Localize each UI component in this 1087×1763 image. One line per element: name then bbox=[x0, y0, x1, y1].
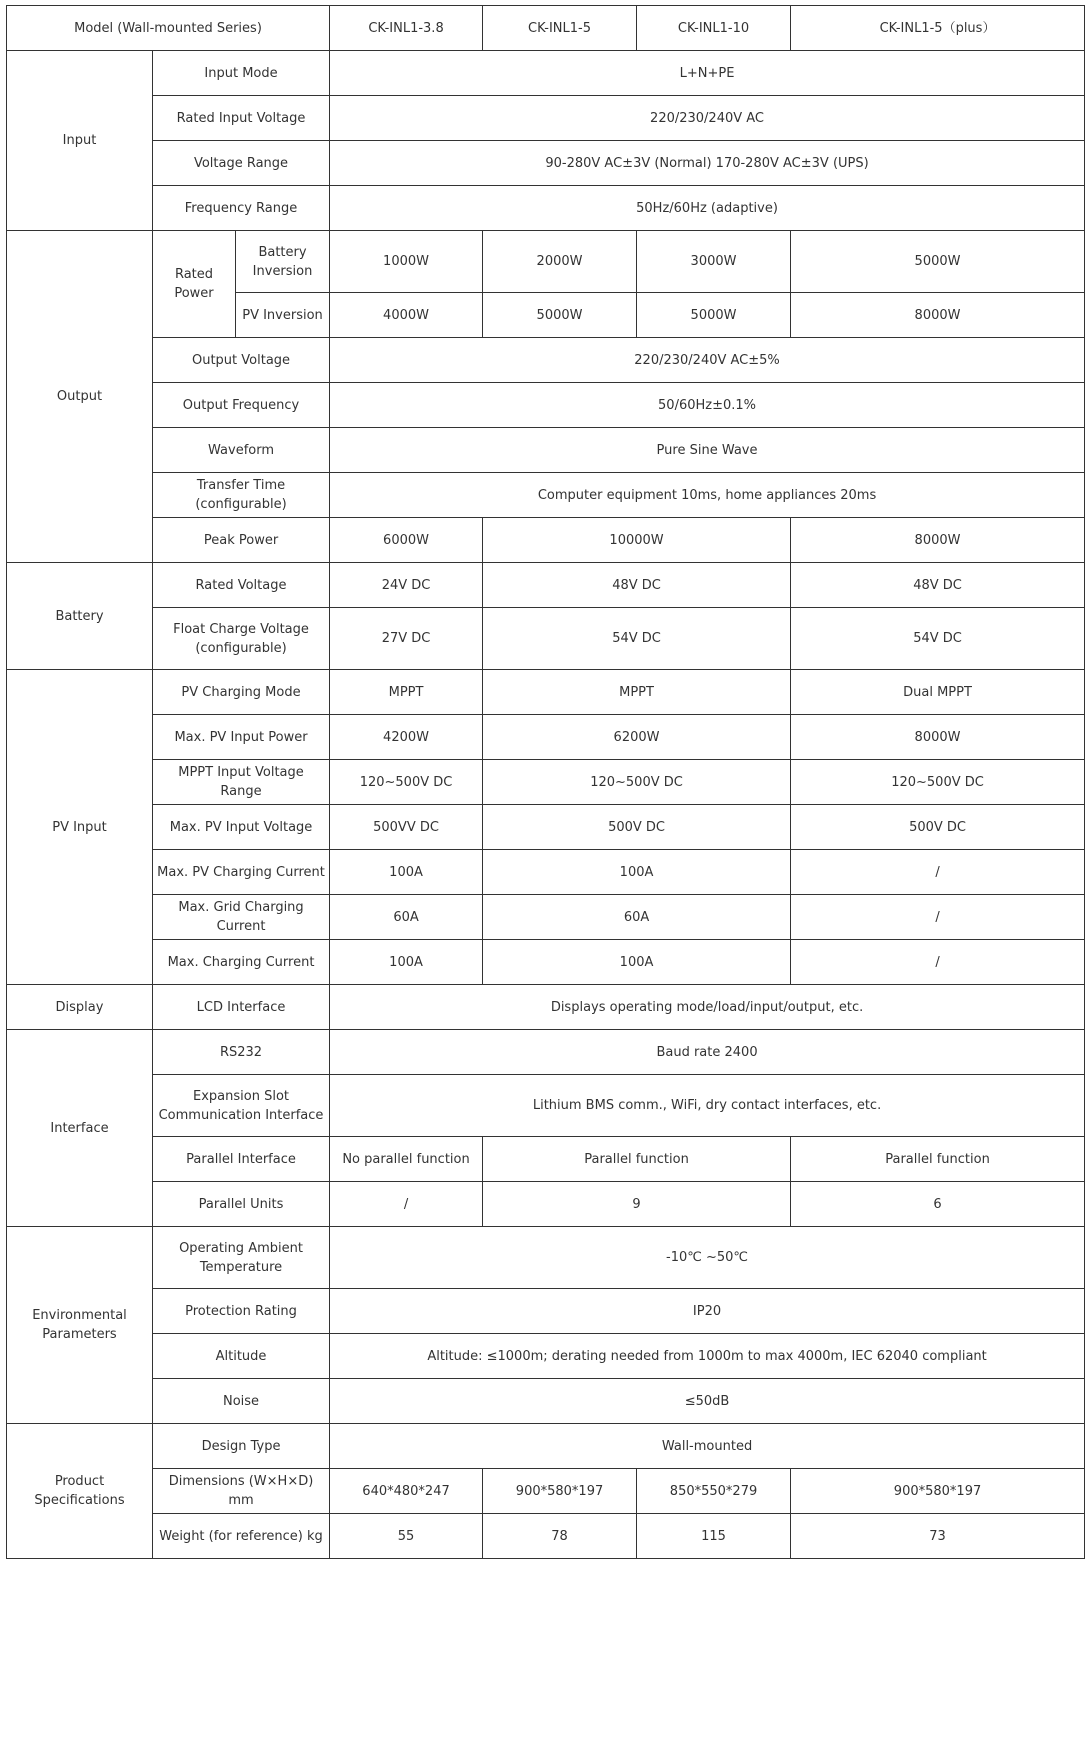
group-label-input: Input bbox=[7, 51, 153, 231]
param-value: 6200W bbox=[483, 715, 791, 760]
param-value: 90-280V AC±3V (Normal) 170-280V AC±3V (UPS) bbox=[330, 141, 1085, 186]
param-label: Expansion Slot Communication Interface bbox=[153, 1075, 330, 1137]
param-label: Noise bbox=[153, 1379, 330, 1424]
table-row bbox=[7, 96, 1085, 141]
param-value: 6 bbox=[791, 1182, 1085, 1227]
param-value: 850*550*279 bbox=[637, 1469, 791, 1514]
table-row bbox=[7, 473, 1085, 518]
param-value: 60A bbox=[330, 895, 483, 940]
param-value: Displays operating mode/load/input/output, etc. bbox=[330, 985, 1085, 1030]
param-label: Operating Ambient Temperature bbox=[153, 1227, 330, 1289]
param-label: Protection Rating bbox=[153, 1289, 330, 1334]
param-sublabel: Battery Inversion bbox=[236, 231, 330, 293]
model-name: CK-INL1-5（plus） bbox=[791, 6, 1085, 51]
param-value: 6000W bbox=[330, 518, 483, 563]
group-label-display: Display bbox=[7, 985, 153, 1030]
header-row bbox=[7, 6, 1085, 51]
param-label: PV Charging Mode bbox=[153, 670, 330, 715]
param-value: / bbox=[791, 895, 1085, 940]
param-value: 73 bbox=[791, 1514, 1085, 1559]
model-name: CK-INL1-10 bbox=[637, 6, 791, 51]
table-row bbox=[7, 1182, 1085, 1227]
spec-table bbox=[6, 5, 1085, 1559]
param-sublabel: PV Inversion bbox=[236, 293, 330, 338]
table-row bbox=[7, 186, 1085, 231]
param-value: 5000W bbox=[791, 231, 1085, 293]
table-row bbox=[7, 670, 1085, 715]
param-value: ≤50dB bbox=[330, 1379, 1085, 1424]
param-value: 220/230/240V AC±5% bbox=[330, 338, 1085, 383]
param-value: Wall-mounted bbox=[330, 1424, 1085, 1469]
param-value: 8000W bbox=[791, 518, 1085, 563]
param-value: 500V DC bbox=[791, 805, 1085, 850]
param-value: 55 bbox=[330, 1514, 483, 1559]
param-value: 48V DC bbox=[483, 563, 791, 608]
param-label: Parallel Interface bbox=[153, 1137, 330, 1182]
param-label: Altitude bbox=[153, 1334, 330, 1379]
table-row bbox=[7, 141, 1085, 186]
param-value: No parallel function bbox=[330, 1137, 483, 1182]
table-row bbox=[7, 895, 1085, 940]
table-row bbox=[7, 985, 1085, 1030]
param-value: 100A bbox=[483, 940, 791, 985]
table-row bbox=[7, 1075, 1085, 1137]
model-name: CK-INL1-5 bbox=[483, 6, 637, 51]
table-row bbox=[7, 940, 1085, 985]
table-row bbox=[7, 1469, 1085, 1514]
param-value: 100A bbox=[483, 850, 791, 895]
param-value: 120~500V DC bbox=[330, 760, 483, 805]
group-label-product: Product Specifications bbox=[7, 1424, 153, 1559]
model-name: CK-INL1-3.8 bbox=[330, 6, 483, 51]
table-row bbox=[7, 338, 1085, 383]
param-value: L+N+PE bbox=[330, 51, 1085, 96]
table-row bbox=[7, 1334, 1085, 1379]
param-value: 54V DC bbox=[483, 608, 791, 670]
param-value: 9 bbox=[483, 1182, 791, 1227]
param-label: LCD Interface bbox=[153, 985, 330, 1030]
param-value: 1000W bbox=[330, 231, 483, 293]
param-label: Weight (for reference) kg bbox=[153, 1514, 330, 1559]
param-value: 4200W bbox=[330, 715, 483, 760]
param-label: Peak Power bbox=[153, 518, 330, 563]
param-label: Output Voltage bbox=[153, 338, 330, 383]
param-value: Lithium BMS comm., WiFi, dry contact interfaces, etc. bbox=[330, 1075, 1085, 1137]
param-value: 10000W bbox=[483, 518, 791, 563]
param-label: Max. PV Input Power bbox=[153, 715, 330, 760]
group-label-battery: Battery bbox=[7, 563, 153, 670]
table-row bbox=[7, 51, 1085, 96]
param-value: Baud rate 2400 bbox=[330, 1030, 1085, 1075]
model-label: Model (Wall-mounted Series) bbox=[7, 6, 330, 51]
param-value: 24V DC bbox=[330, 563, 483, 608]
param-value: 100A bbox=[330, 940, 483, 985]
param-label: RS232 bbox=[153, 1030, 330, 1075]
group-label-output: Output bbox=[7, 231, 153, 563]
param-label: Rated Input Voltage bbox=[153, 96, 330, 141]
param-value: / bbox=[330, 1182, 483, 1227]
param-label: Waveform bbox=[153, 428, 330, 473]
group-label-interface: Interface bbox=[7, 1030, 153, 1227]
table-row bbox=[7, 1289, 1085, 1334]
param-value: / bbox=[791, 940, 1085, 985]
table-row bbox=[7, 518, 1085, 563]
param-value: 50Hz/60Hz (adaptive) bbox=[330, 186, 1085, 231]
table-row bbox=[7, 428, 1085, 473]
param-label: Max. Charging Current bbox=[153, 940, 330, 985]
param-value: Altitude: ≤1000m; derating needed from 1000m to max 4000m, IEC 62040 compliant bbox=[330, 1334, 1085, 1379]
param-value: 3000W bbox=[637, 231, 791, 293]
param-value: 100A bbox=[330, 850, 483, 895]
table-row bbox=[7, 1514, 1085, 1559]
param-value: 640*480*247 bbox=[330, 1469, 483, 1514]
param-value: 50/60Hz±0.1% bbox=[330, 383, 1085, 428]
param-value: Computer equipment 10ms, home appliances 20ms bbox=[330, 473, 1085, 518]
param-label: Dimensions (W×H×D) mm bbox=[153, 1469, 330, 1514]
table-row bbox=[7, 231, 1085, 293]
table-row bbox=[7, 760, 1085, 805]
param-label: Design Type bbox=[153, 1424, 330, 1469]
param-label: Float Charge Voltage (configurable) bbox=[153, 608, 330, 670]
table-row bbox=[7, 715, 1085, 760]
table-row bbox=[7, 1227, 1085, 1289]
param-value: 8000W bbox=[791, 293, 1085, 338]
param-value: 8000W bbox=[791, 715, 1085, 760]
param-value: 120~500V DC bbox=[483, 760, 791, 805]
param-label: Transfer Time (configurable) bbox=[153, 473, 330, 518]
param-label: Rated Voltage bbox=[153, 563, 330, 608]
param-value: 2000W bbox=[483, 231, 637, 293]
param-value: Parallel function bbox=[483, 1137, 791, 1182]
param-value: 5000W bbox=[637, 293, 791, 338]
table-row bbox=[7, 850, 1085, 895]
param-label: Voltage Range bbox=[153, 141, 330, 186]
table-row bbox=[7, 608, 1085, 670]
param-value: 54V DC bbox=[791, 608, 1085, 670]
table-row bbox=[7, 563, 1085, 608]
param-label: Max. Grid Charging Current bbox=[153, 895, 330, 940]
param-value: 60A bbox=[483, 895, 791, 940]
param-label: Max. PV Input Voltage bbox=[153, 805, 330, 850]
param-value: 115 bbox=[637, 1514, 791, 1559]
param-value: 4000W bbox=[330, 293, 483, 338]
table-row bbox=[7, 1424, 1085, 1469]
param-label: Parallel Units bbox=[153, 1182, 330, 1227]
param-label: MPPT Input Voltage Range bbox=[153, 760, 330, 805]
param-value: / bbox=[791, 850, 1085, 895]
param-value: 78 bbox=[483, 1514, 637, 1559]
param-value: 120~500V DC bbox=[791, 760, 1085, 805]
table-row bbox=[7, 383, 1085, 428]
table-row bbox=[7, 1030, 1085, 1075]
param-value: 900*580*197 bbox=[791, 1469, 1085, 1514]
param-value: MPPT bbox=[330, 670, 483, 715]
param-value: 900*580*197 bbox=[483, 1469, 637, 1514]
param-label: Input Mode bbox=[153, 51, 330, 96]
param-value: 5000W bbox=[483, 293, 637, 338]
group-label-environment: Environmental Parameters bbox=[7, 1227, 153, 1424]
param-value: -10℃ ~50℃ bbox=[330, 1227, 1085, 1289]
table-row bbox=[7, 1137, 1085, 1182]
param-value: Pure Sine Wave bbox=[330, 428, 1085, 473]
param-value: 500VV DC bbox=[330, 805, 483, 850]
group-label-pv-input: PV Input bbox=[7, 670, 153, 985]
param-value: 220/230/240V AC bbox=[330, 96, 1085, 141]
param-value: MPPT bbox=[483, 670, 791, 715]
param-value: 500V DC bbox=[483, 805, 791, 850]
param-label: Output Frequency bbox=[153, 383, 330, 428]
table-row bbox=[7, 1379, 1085, 1424]
param-value: IP20 bbox=[330, 1289, 1085, 1334]
param-value: Parallel function bbox=[791, 1137, 1085, 1182]
param-value: Dual MPPT bbox=[791, 670, 1085, 715]
table-row bbox=[7, 805, 1085, 850]
param-label: Rated Power bbox=[153, 231, 236, 338]
param-label: Max. PV Charging Current bbox=[153, 850, 330, 895]
param-label: Frequency Range bbox=[153, 186, 330, 231]
param-value: 48V DC bbox=[791, 563, 1085, 608]
param-value: 27V DC bbox=[330, 608, 483, 670]
